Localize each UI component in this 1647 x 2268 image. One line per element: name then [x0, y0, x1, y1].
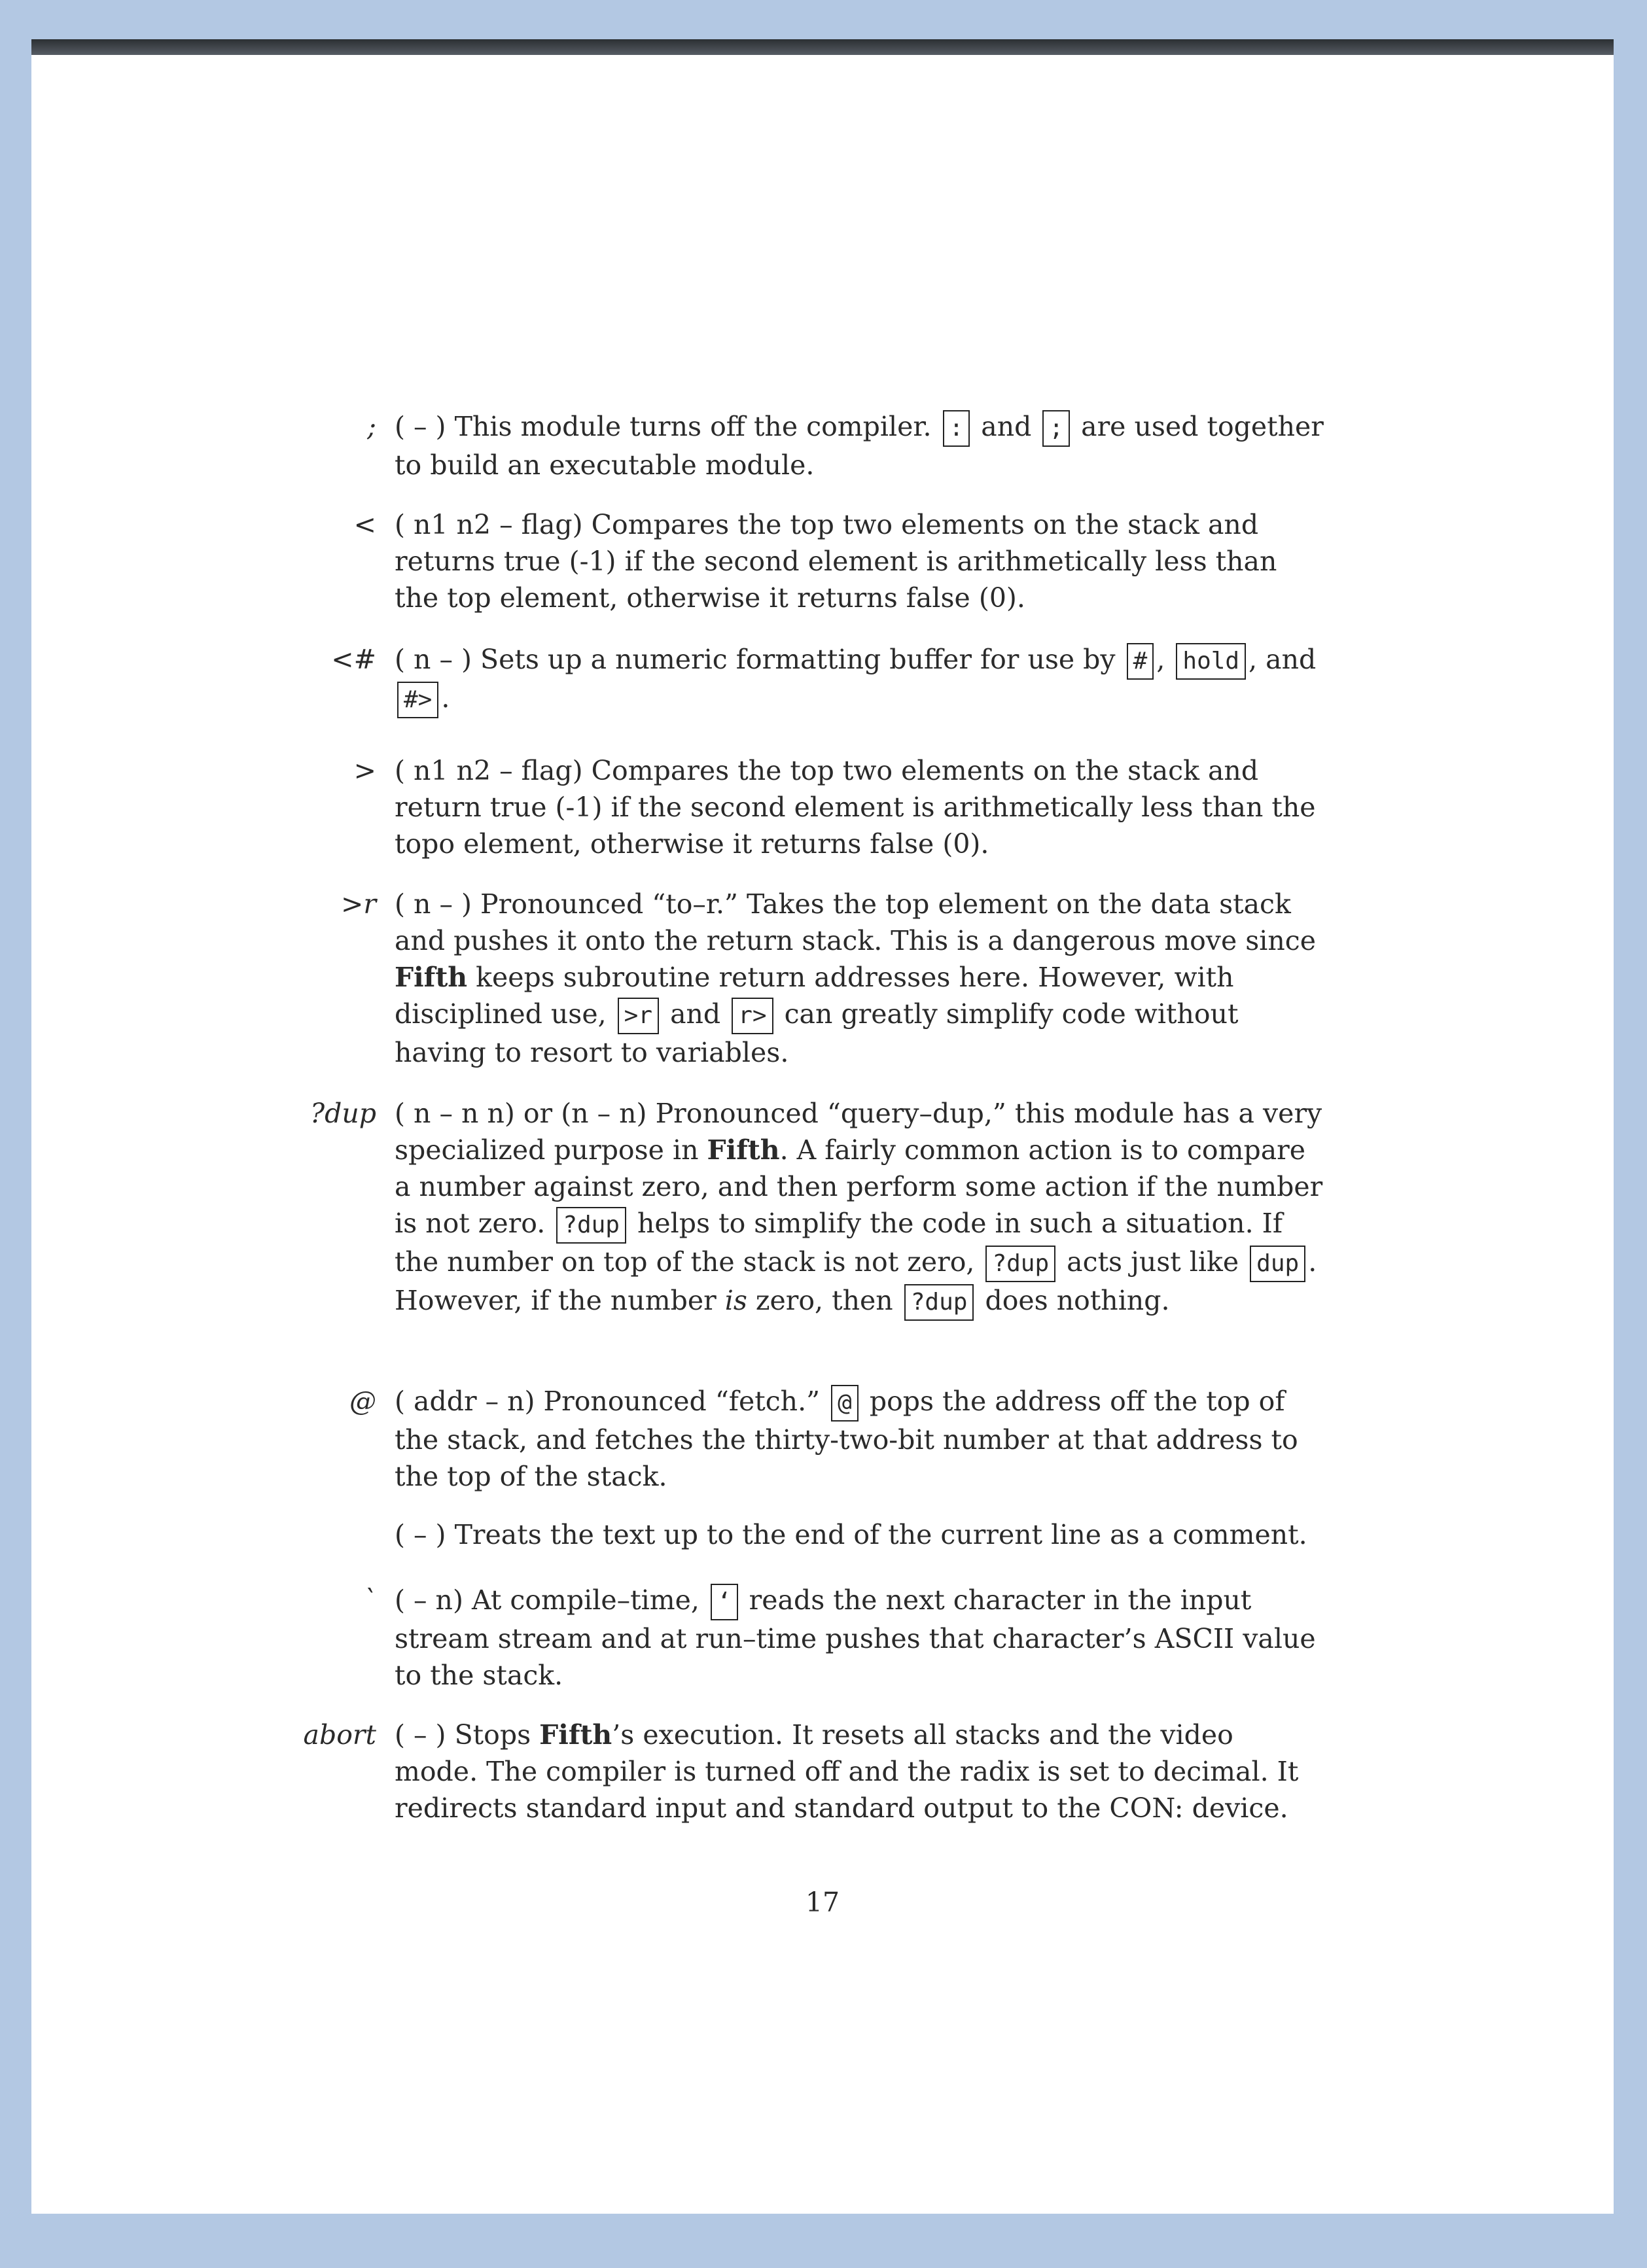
text-run: and	[972, 411, 1040, 442]
text-run: reads the next character in the input stream stream and at run–time pushes that character’s ASCII value to the stack.	[395, 1584, 1316, 1691]
entry-term: >r	[341, 888, 376, 920]
text-run: are used together to build an executable module.	[395, 411, 1324, 481]
text-run: does nothing.	[976, 1285, 1170, 1316]
text-run: .	[441, 682, 450, 714]
entry-text	[395, 411, 1324, 481]
text-run: ( n – n n) or (n – n) Pronounced “query–dup,” this module has a very specialized purpose in	[395, 1098, 1322, 1166]
entry-text	[395, 1719, 1298, 1824]
page	[31, 55, 1614, 2214]
glossary-entry	[363, 1582, 1324, 1694]
text-run: ( n1 n2 – flag) Compares the top two elements on the stack and returns true (-1) if the second element is arithmetically less than the top element, otherwise it returns false (0).	[395, 509, 1277, 614]
entry-text	[395, 1519, 1307, 1550]
keyword-box: @	[831, 1385, 859, 1422]
entry-term: `	[363, 1584, 376, 1616]
glossary-entry	[310, 1095, 1324, 1321]
entry-text	[395, 509, 1277, 614]
text-run: and	[662, 998, 730, 1030]
text-run: ( – n) At compile–time,	[395, 1584, 708, 1616]
text-run: . However, if the number	[395, 1246, 1317, 1316]
entry-term: ;	[367, 411, 376, 442]
entry-text	[395, 1386, 1298, 1492]
text-run: ( n – ) Sets up a numeric formatting buffer for use by	[395, 644, 1124, 675]
glossary-entry	[353, 506, 1324, 616]
keyword-box: ‘	[711, 1584, 738, 1620]
text-run: zero, then	[747, 1285, 902, 1316]
text-run: ( n1 n2 – flag) Compares the top two elements on the stack and return true (-1) if the second element is arithmetically less than the topo element, otherwise it returns false (0).	[395, 755, 1316, 860]
glossary-entry	[353, 752, 1324, 862]
keyword-box: hold	[1176, 643, 1246, 680]
text-run: pops the address off the top of the stack, and fetches the thirty-two-bit number at that address to the top of the stack.	[395, 1386, 1298, 1492]
emphasis: is	[724, 1285, 747, 1316]
entry-term: >	[353, 755, 376, 786]
keyword-box: #	[1127, 643, 1154, 680]
entry-text	[395, 888, 1316, 1068]
text-run: ( – ) This module turns off the compiler.	[395, 411, 940, 442]
keyword-box: r>	[732, 998, 773, 1034]
entry-term: @	[349, 1386, 376, 1417]
text-run: ( addr – n) Pronounced “fetch.”	[395, 1386, 829, 1417]
glossary-entry	[395, 1516, 1324, 1553]
text-run: acts just like	[1058, 1246, 1248, 1278]
text-run: , and	[1249, 644, 1317, 675]
text-run: ( – ) Stops	[395, 1719, 540, 1751]
glossary-entry	[331, 641, 1324, 718]
bold-term: Fifth	[539, 1719, 612, 1751]
bold-term: Fifth	[395, 962, 468, 993]
keyword-box: ;	[1042, 410, 1070, 447]
entry-text	[395, 1584, 1316, 1691]
entry-term: <	[353, 509, 376, 540]
keyword-box: ?dup	[556, 1207, 626, 1244]
keyword-box: :	[943, 410, 970, 447]
text-run: keeps subroutine return addresses here. However, with disciplined use,	[395, 962, 1234, 1030]
glossary-entry	[303, 1717, 1324, 1826]
keyword-box: dup	[1250, 1246, 1305, 1282]
entry-term: ?dup	[310, 1098, 376, 1129]
text-run: . A fairly common action is to compare a number against zero, and then perform some action if the number is not zero.	[395, 1134, 1323, 1239]
text-run: ( – ) Treats the text up to the end of the current line as a comment.	[395, 1519, 1307, 1550]
entry-text	[395, 644, 1316, 714]
entry-term: <#	[331, 644, 376, 675]
entry-text	[395, 755, 1316, 860]
glossary-entry	[367, 408, 1324, 483]
glossary-entry	[341, 886, 1324, 1071]
page-number: 17	[805, 1887, 840, 1918]
text-run: helps to simplify the code in such a situation. If the number on top of the stack is not zero,	[395, 1208, 1283, 1278]
text-run: ’s execution. It resets all stacks and the video mode. The compiler is turned off and the radix is set to decimal. It redirects standard input and standard output to the CON: device.	[395, 1719, 1299, 1824]
text-run: can greatly simplify code without having to resort to variables.	[395, 998, 1239, 1068]
keyword-box: ?dup	[985, 1246, 1055, 1282]
text-run: ,	[1156, 644, 1174, 675]
keyword-box: #>	[397, 682, 438, 718]
keyword-box: ?dup	[904, 1284, 974, 1321]
entry-term: abort	[303, 1719, 376, 1751]
entry-text	[395, 1098, 1322, 1316]
keyword-box: >r	[618, 998, 659, 1034]
text-run: ( n – ) Pronounced “to–r.” Takes the top element on the data stack and pushes it onto the return stack. This is a dangerous move since	[395, 888, 1317, 956]
scan-edge	[31, 39, 1614, 56]
bold-term: Fifth	[707, 1134, 780, 1166]
glossary-entry	[349, 1383, 1324, 1495]
